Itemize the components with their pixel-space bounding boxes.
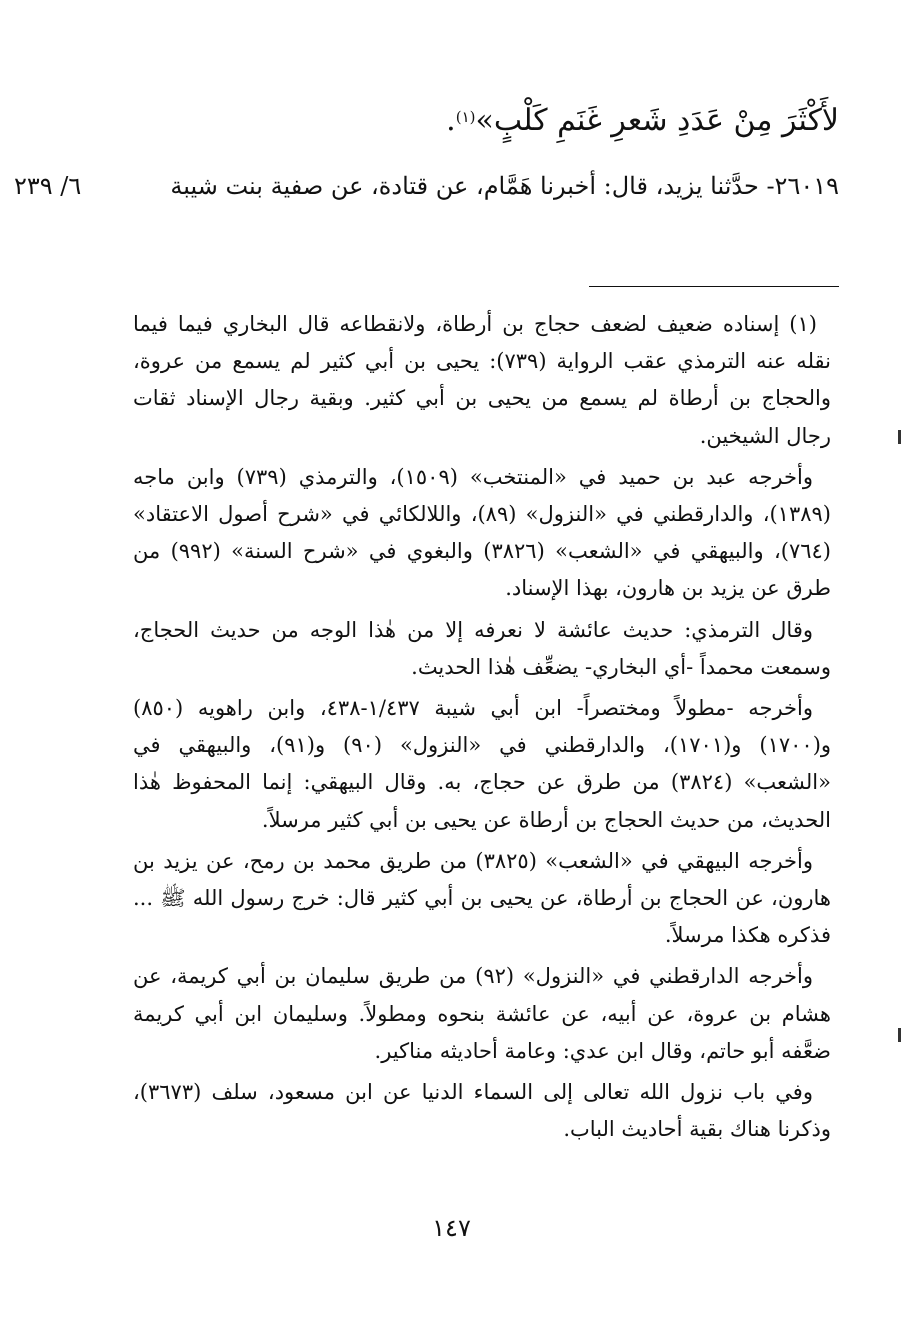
- hadith-text-continuation: [59, 95, 839, 147]
- footnote-paragraph: (١) إسناده ضعيف لضعف حجاج بن أرطاة، ولانقطاعه قال البخاري فيما فيما نقله عنه الترمذي عقب الرواية (٧٣٩): يحيى بن أبي كثير لم يسمع من عروة، والحجاج بن أرطاة لم يسمع من يحيى بن أبي كثير. وبقية رجال الإسناد ثقات رجال الشيخين.: [133, 312, 831, 448]
- footnote-paragraph: وأخرجه -مطولاً ومختصراً- ابن أبي شيبة ١/٤٣٧-٤٣٨، وابن راهويه (٨٥٠) و(١٧٠٠) و(١٧٠١)، والدارقطني في «النزول» (٩٠) و(٩١)، والبيهقي في «الشعب» (٣٨٢٤) من طرق عن حجاج، به. وقال البيهقي: إنما المحفوظ هٰذا الحديث، من حديث الحجاج بن أرطاة عن يحيى بن أبي كثير مرسلاً.: [133, 696, 832, 832]
- footnote-marker: (١): [455, 108, 476, 126]
- margin-reference: ٦/ ٢٣٩: [14, 172, 82, 200]
- scan-edge-mark: [898, 430, 901, 444]
- footnote-divider: [589, 286, 839, 287]
- footnote-paragraph: وقال الترمذي: حديث عائشة لا نعرفه إلا من هٰذا الوجه من حديث الحجاج، وسمعت محمداً -أي البخاري- يضعِّف هٰذا الحديث.: [133, 617, 831, 679]
- hadith-text: حدَّثنا يزيد، قال: أخبرنا هَمَّام، عن قتادة، عن صفية بنت شيبة: [170, 172, 767, 200]
- hadith-number: ٢٦٠١٩-: [766, 172, 839, 200]
- footnotes-section: [133, 306, 831, 1152]
- hadith-entry: [139, 162, 839, 210]
- top-line-end: .: [446, 103, 456, 138]
- scan-edge-mark: [898, 1028, 901, 1042]
- footnote-paragraph: وأخرجه البيهقي في «الشعب» (٣٨٢٥) من طريق محمد بن رمح، عن يزيد بن هارون، عن الحجاج بن أرطاة، عن يحيى بن أبي كثير قال: خرج رسول الله ﷺ ... فذكره هكذا مرسلاً.: [133, 848, 831, 948]
- footnote-paragraph: وفي باب نزول الله تعالى إلى السماء الدنيا عن ابن مسعود، سلف (٣٦٧٣)، وذكرنا هناك بقية أحاديث الباب.: [133, 1080, 831, 1142]
- page-number: ١٤٧: [432, 1214, 471, 1242]
- footnote-paragraph: وأخرجه الدارقطني في «النزول» (٩٢) من طريق سليمان بن أبي كريمة، عن هشام بن عروة، عن أبيه، عن عائشة بنحوه ومطولاً. وسليمان ابن أبي كريمة ضعَّفه أبو حاتم، وقال ابن عدي: وعامة أحاديثه مناكير.: [133, 964, 831, 1063]
- footnote-paragraph: وأخرجه عبد بن حميد في «المنتخب» (١٥٠٩)، والترمذي (٧٣٩) وابن ماجه (١٣٨٩)، والدارقطني في «النزول» (٨٩)، واللالكائي في «شرح أصول الاعتقاد» (٧٦٤)، والبيهقي في «الشعب» (٣٨٢٦) والبغوي في «شرح السنة» (٩٩٢) من طرق عن يزيد بن هارون، بهذا الإسناد.: [133, 464, 831, 601]
- top-line-text: لأَكْثَرَ مِنْ عَدَدِ شَعرِ غَنَمِ كَلْبٍ»: [475, 103, 839, 138]
